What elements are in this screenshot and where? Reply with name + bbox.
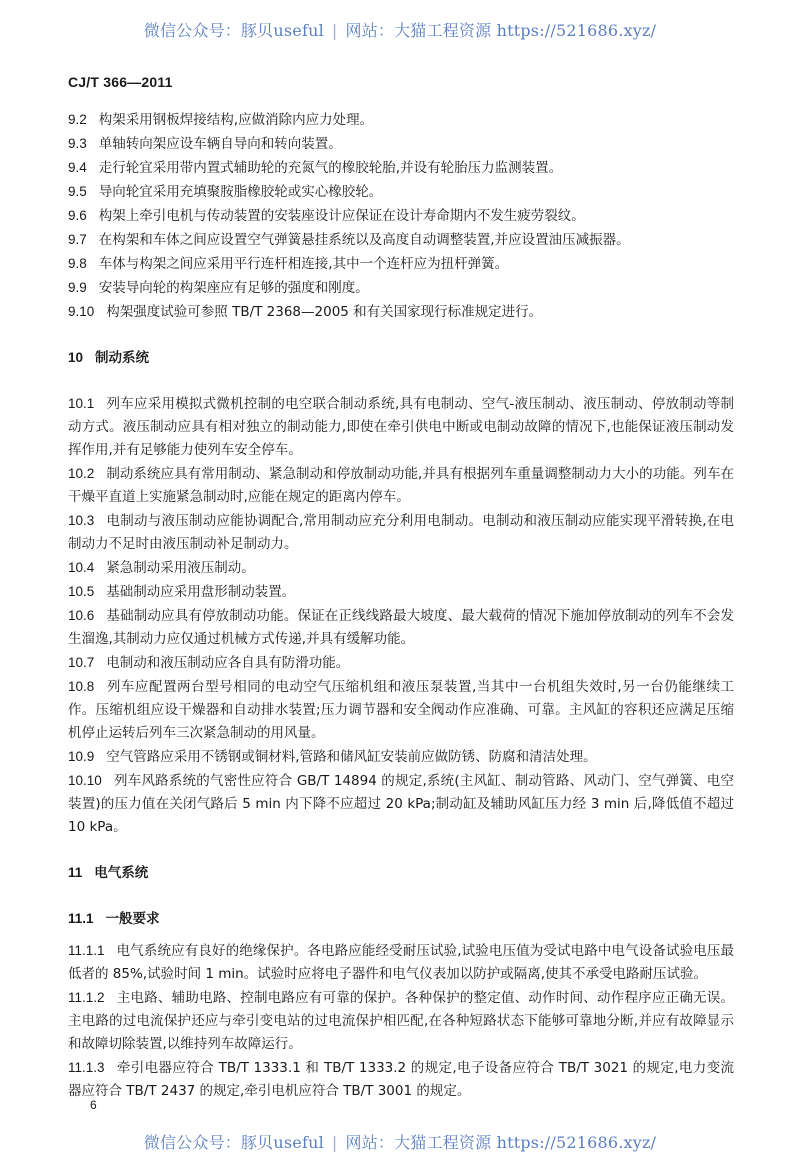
- clause-10-4: [68, 556, 734, 580]
- clause-number: 9.2: [68, 112, 87, 127]
- clause-text: 制动系统应具有常用制动、紧急制动和停放制动功能,并具有根据列车重量调整制动力大小的功能。列车在干燥平直道上实施紧急制动时,应能在规定的距离内停车。: [68, 466, 734, 505]
- chapter-heading-11: [68, 861, 734, 885]
- clause-9-6: [68, 204, 734, 228]
- clause-text: 走行轮宜采用带内置式辅助轮的充氮气的橡胶轮胎,并设有轮胎压力监测装置。: [98, 160, 563, 176]
- clause-9-7: [68, 228, 734, 252]
- clause-text: 主电路、辅助电路、控制电路应有可靠的保护。各种保护的整定值、动作时间、动作程序应正确无误。主电路的过电流保护还应与牵引变电站的过电流保护相匹配,在各种短路状态下能够可靠地分断,并应有故障显示和故障切除装置,以维持列车故障运行。: [68, 990, 734, 1052]
- clause-number: 9.8: [68, 256, 87, 271]
- clause-text: 基础制动应具有停放制动功能。保证在正线线路最大坡度、最大载荷的情况下施加停放制动的列车不会发生溜逸,其制动力应仅通过机械方式传递,并具有缓解功能。: [68, 608, 734, 647]
- clause-10-10: [68, 769, 734, 839]
- document-code: CJ/T 366—2011: [68, 74, 173, 90]
- clause-text: 在构架和车体之间应设置空气弹簧悬挂系统以及高度自动调整装置,并应设置油压减振器。: [98, 232, 630, 248]
- clause-number: 10.1: [68, 396, 95, 411]
- chapter-title: 电气系统: [94, 865, 149, 881]
- watermark-wechat: 微信公众号：豚贝useful: [143, 1133, 324, 1152]
- clause-number: 10.2: [68, 466, 95, 481]
- clause-10-7: [68, 651, 734, 675]
- watermark-bottom: [0, 1130, 800, 1153]
- clause-number: 9.3: [68, 136, 87, 151]
- clause-number: 11.1.3: [68, 1060, 105, 1075]
- clause-10-5: [68, 580, 734, 604]
- clause-10-6: [68, 604, 734, 651]
- watermark-site: 网站：大猫工程资源 https://521686.xyz/: [345, 1133, 657, 1152]
- clause-10-8: [68, 675, 734, 745]
- chapter-number: 11: [68, 865, 83, 880]
- clause-number: 9.5: [68, 184, 87, 199]
- clause-text: 车体与构架之间应采用平行连杆相连接,其中一个连杆应为扭杆弹簧。: [98, 256, 509, 272]
- clause-number: 9.6: [68, 208, 87, 223]
- clause-11-1-3: [68, 1056, 734, 1103]
- clause-text: 电制动和液压制动应各自具有防滑功能。: [106, 655, 350, 671]
- watermark-top: [0, 18, 800, 41]
- clause-10-1: [68, 392, 734, 462]
- watermark-site: 网站：大猫工程资源 https://521686.xyz/: [345, 21, 657, 40]
- clause-text: 紧急制动采用液压制动。: [106, 560, 255, 576]
- clause-number: 10.3: [68, 513, 95, 528]
- chapter-number: 10: [68, 350, 84, 365]
- subsection-heading-11-1: [68, 907, 734, 931]
- chapter-title: 制动系统: [95, 350, 150, 366]
- clause-text: 基础制动应采用盘形制动装置。: [106, 584, 296, 600]
- clause-text: 导向轮宜采用充填聚胺脂橡胶轮或实心橡胶轮。: [98, 184, 383, 200]
- clause-9-8: [68, 252, 734, 276]
- watermark-separator: |: [331, 1133, 338, 1152]
- subsection-title: 一般要求: [105, 911, 160, 927]
- clause-9-2: [68, 108, 734, 132]
- clause-number: 10.5: [68, 584, 95, 599]
- clause-number: 9.9: [68, 280, 87, 295]
- clause-number: 9.7: [68, 232, 87, 247]
- document-body: [68, 108, 734, 1103]
- clause-number: 10.6: [68, 608, 95, 623]
- clause-number: 10.10: [68, 773, 102, 788]
- clause-10-3: [68, 509, 734, 556]
- clause-11-1-1: [68, 939, 734, 986]
- clause-11-1-2: [68, 986, 734, 1056]
- clause-text: 电制动与液压制动应能协调配合,常用制动应充分利用电制动。电制动和液压制动应能实现平滑转换,在电制动力不足时由液压制动补足制动力。: [68, 513, 734, 552]
- clause-number: 10.7: [68, 655, 95, 670]
- clause-text: 电气系统应有良好的绝缘保护。各电路应能经受耐压试验,试验电压值为受试电路中电气设备试验电压最低者的 85%,试验时间 1 min。试验时应将电子器件和电气仪表加以防护或隔离,使其不承受电路耐压试验。: [68, 943, 734, 982]
- clause-number: 11.1.2: [68, 990, 105, 1005]
- clause-text: 空气管路应采用不锈钢或铜材料,管路和储风缸安装前应做防锈、防腐和清洁处理。: [106, 749, 597, 765]
- clause-10-9: [68, 745, 734, 769]
- watermark-separator: |: [331, 21, 338, 40]
- clause-number: 9.4: [68, 160, 87, 175]
- clause-text: 列车应采用模拟式微机控制的电空联合制动系统,具有电制动、空气-液压制动、液压制动、停放制动等制动方式。液压制动应具有相对独立的制动能力,即使在牵引供电中断或电制动故障的情况下,也能保证液压制动发挥作用,并有足够能力使列车安全停车。: [68, 396, 734, 458]
- clause-9-10: [68, 300, 734, 324]
- clause-text: 构架采用钢板焊接结构,应做消除内应力处理。: [98, 112, 374, 128]
- chapter-heading-10: [68, 346, 734, 370]
- clause-9-3: [68, 132, 734, 156]
- clause-9-4: [68, 156, 734, 180]
- clause-number: 10.9: [68, 749, 95, 764]
- clause-number: 10.4: [68, 560, 95, 575]
- clause-text: 构架强度试验可参照 TB/T 2368—2005 和有关国家现行标准规定进行。: [106, 304, 543, 320]
- subsection-number: 11.1: [68, 911, 94, 926]
- clause-text: 单轴转向架应设车辆自导向和转向装置。: [98, 136, 342, 152]
- clause-number: 11.1.1: [68, 943, 105, 958]
- clause-text: 列车应配置两台型号相同的电动空气压缩机组和液压泵装置,当其中一台机组失效时,另一台仍能继续工作。压缩机组应设干燥器和自动排水装置;压力调节器和安全阀动作应准确、可靠。主风缸的容积还应满足压缩机停止运转后列车三次紧急制动的用风量。: [68, 679, 734, 741]
- page-number: 6: [90, 1098, 97, 1112]
- watermark-wechat: 微信公众号：豚贝useful: [143, 21, 324, 40]
- clause-text: 构架上牵引电机与传动装置的安装座设计应保证在设计寿命期内不发生疲劳裂纹。: [98, 208, 585, 224]
- clause-text: 列车风路系统的气密性应符合 GB/T 14894 的规定,系统(主风缸、制动管路、风动门、空气弹簧、电空装置)的压力值在关闭气路后 5 min 内下降不应超过 20 kPa;制动缸及辅助风缸压力经 3 min 后,降低值不超过 10 kPa。: [68, 773, 734, 835]
- clause-9-5: [68, 180, 734, 204]
- clause-number: 9.10: [68, 304, 95, 319]
- clause-text: 牵引电器应符合 TB/T 1333.1 和 TB/T 1333.2 的规定,电子设备应符合 TB/T 3021 的规定,电力变流器应符合 TB/T 2437 的规定,牵引电机应符合 TB/T 3001 的规定。: [68, 1060, 734, 1099]
- clause-10-2: [68, 462, 734, 509]
- clause-9-9: [68, 276, 734, 300]
- clause-number: 10.8: [68, 679, 95, 694]
- clause-text: 安装导向轮的构架座应有足够的强度和刚度。: [98, 280, 369, 296]
